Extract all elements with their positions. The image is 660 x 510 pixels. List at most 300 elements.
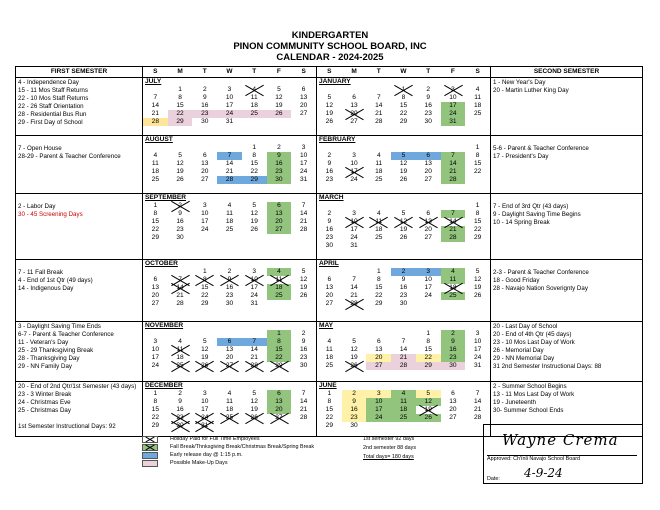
day-number: 4 [451, 268, 455, 275]
day-number: 21 [176, 292, 184, 299]
day-number: 17 [299, 160, 308, 167]
day-number: 28 [299, 414, 308, 421]
day-number: 8 [277, 338, 281, 345]
day-cell [416, 390, 441, 398]
day-number: 26 [250, 226, 258, 233]
day-number: 26 [250, 414, 258, 421]
day-cell [416, 152, 441, 160]
event-item [18, 261, 140, 269]
day-number: 7 [227, 152, 232, 159]
day-cell [291, 218, 316, 226]
day-cell [168, 168, 193, 176]
day-number: 20 [325, 292, 334, 299]
day-cell [168, 202, 193, 210]
day-number: 10 [350, 160, 358, 167]
day-cell [441, 160, 466, 168]
day-number: 6 [352, 94, 356, 101]
day-number: 4 [376, 152, 381, 159]
day-cell [391, 144, 416, 152]
day-cell [143, 354, 168, 362]
day-number: 7 [178, 276, 182, 283]
event-item: 28 - Navajo Nation Soverignty Day [493, 285, 588, 292]
day-cell [342, 202, 367, 210]
day-number: 5 [327, 94, 332, 101]
first-semester-events [16, 322, 143, 381]
second-semester-header: SECOND SEMESTER [533, 68, 600, 75]
day-number: 23 [424, 110, 432, 117]
day-cell [242, 276, 267, 284]
day-cell [168, 176, 193, 184]
day-cell [441, 102, 466, 110]
day-cell [465, 202, 490, 210]
day-number: 7 [301, 202, 306, 209]
day-number: 8 [153, 210, 158, 217]
day-number: 27 [375, 362, 383, 369]
day-cell [391, 202, 416, 210]
month-name: APRIL [319, 260, 339, 267]
day-cell [317, 176, 342, 184]
day-number: 27 [449, 414, 457, 421]
day-number: 1 [153, 202, 158, 209]
day-number: 30 [399, 300, 408, 307]
day-number: 3 [202, 202, 207, 209]
day-cell [267, 102, 292, 110]
day-cell [391, 218, 416, 226]
day-number: 19 [250, 406, 258, 413]
day-number: 25 [375, 176, 383, 183]
day-number: 26 [325, 118, 334, 125]
event-item: 11 - Veteran's Day [18, 339, 69, 346]
day-number: 24 [375, 414, 383, 421]
day-cell [465, 390, 490, 398]
day-cell [242, 160, 267, 168]
day-cell [217, 168, 242, 176]
day-cell [441, 234, 466, 242]
event-item: 29 - NN Family Day [18, 363, 72, 370]
day-cell [317, 242, 342, 250]
day-cell [366, 144, 391, 152]
day-cell [143, 226, 168, 234]
day-number: 21 [350, 292, 358, 299]
month-november [143, 322, 317, 381]
signature: Wayne Crema [502, 431, 619, 449]
day-cell [342, 422, 367, 430]
day-cell [291, 422, 316, 430]
day-cell [342, 152, 367, 160]
day-number: 20 [275, 218, 283, 225]
day-number: 19 [399, 226, 408, 233]
day-cell [317, 284, 342, 292]
day-cell [168, 86, 193, 94]
day-cell [416, 362, 441, 370]
day-number: 10 [201, 398, 209, 405]
day-number: 11 [250, 94, 258, 101]
day-cell [465, 362, 490, 370]
day-number: 28 [176, 300, 184, 307]
day-cell [267, 168, 292, 176]
day-number: 5 [202, 338, 207, 345]
first-semester-header: FIRST SEMESTER [16, 67, 143, 77]
day-cell [342, 390, 367, 398]
event-item [18, 195, 140, 203]
event-item: 23 - 10 Mos Last Day of Work [493, 339, 575, 346]
day-number: 14 [399, 346, 408, 353]
day-cell [242, 176, 267, 184]
day-cell [342, 300, 367, 308]
day-cell [192, 176, 217, 184]
day-number: 9 [327, 160, 332, 167]
day-number: 3 [451, 86, 455, 93]
day-cell [366, 234, 391, 242]
day-cell [143, 94, 168, 102]
day-cell [342, 398, 367, 406]
day-number: 13 [275, 398, 283, 405]
second-semester-events [491, 194, 642, 259]
day-number: 4 [227, 202, 232, 209]
day-number: 4 [153, 152, 158, 159]
day-cell [441, 118, 466, 126]
legend-swatch [142, 436, 158, 443]
day-number: 10 [201, 210, 209, 217]
day-cell [168, 94, 193, 102]
day-number: 2 [401, 268, 406, 275]
day-cell [391, 422, 416, 430]
day-number: 3 [426, 268, 431, 275]
day-number: 24 [473, 354, 482, 361]
day-number: 1 [376, 268, 381, 275]
day-number: 15 [275, 346, 283, 353]
day-cell [217, 210, 242, 218]
day-number: 29 [473, 234, 482, 241]
day-number: 13 [325, 284, 334, 291]
day-cell [267, 118, 292, 126]
day-cell [168, 102, 193, 110]
day-cell [317, 102, 342, 110]
day-cell [416, 338, 441, 346]
day-number: 23 [299, 354, 308, 361]
day-cell [317, 398, 342, 406]
day-number: 27 [299, 110, 308, 117]
day-cell [217, 330, 242, 338]
day-cell [366, 422, 391, 430]
day-cell [242, 144, 267, 152]
day-number: 10 [225, 94, 234, 101]
day-number: 5 [401, 152, 406, 159]
day-number: 13 [151, 284, 160, 291]
day-number: 27 [350, 118, 358, 125]
day-cell [416, 118, 441, 126]
day-number: 25 [375, 234, 383, 241]
day-number: 11 [375, 218, 383, 225]
day-number: 31 [449, 118, 457, 125]
day-cell [317, 86, 342, 94]
day-number: 30 [424, 118, 432, 125]
day-cell [366, 218, 391, 226]
approved-by: Approved: Ch'ínli Navajo School Board [487, 455, 637, 462]
day-number: 28 [151, 118, 160, 125]
day-number: 23 [176, 226, 184, 233]
day-number: 12 [350, 346, 358, 353]
day-cell [192, 362, 217, 370]
day-number: 20 [275, 406, 283, 413]
day-cell [391, 338, 416, 346]
day-number: 31 [350, 242, 358, 249]
day-cell [168, 398, 193, 406]
day-number: 11 [325, 346, 333, 353]
day-cell [465, 330, 490, 338]
day-cell [441, 390, 466, 398]
day-cell [143, 292, 168, 300]
month-may [317, 322, 491, 381]
event-item: 23 - 3 Winter Break [18, 391, 72, 398]
day-cell [366, 362, 391, 370]
day-number: 9 [301, 338, 306, 345]
day-cell [242, 118, 267, 126]
day-cell [267, 94, 292, 102]
day-cell [267, 330, 292, 338]
day-cell [217, 226, 242, 234]
day-number: 30 [201, 118, 209, 125]
day-cell [317, 422, 342, 430]
event-item: 6-7 - Parent & Teacher Conference [18, 331, 114, 338]
month-name: MAY [319, 322, 334, 329]
day-number: 1 [277, 330, 281, 337]
day-cell [143, 118, 168, 126]
day-cell [242, 398, 267, 406]
day-number: 2 [426, 86, 431, 93]
weekday-label: M [177, 68, 183, 75]
day-number: 16 [449, 346, 457, 353]
day-cell [192, 160, 217, 168]
day-cell [342, 406, 367, 414]
day-cell [168, 390, 193, 398]
day-number: 30 [299, 362, 308, 369]
day-number: 7 [352, 276, 356, 283]
month-name: NOVEMBER [145, 322, 184, 329]
day-cell [192, 168, 217, 176]
day-number: 10 [250, 276, 258, 283]
day-cell [143, 152, 168, 160]
first-semester-events [16, 260, 143, 321]
calendar-row [16, 194, 642, 260]
day-cell [441, 398, 466, 406]
day-cell [465, 276, 490, 284]
day-number: 1 [401, 86, 406, 93]
day-cell [342, 242, 367, 250]
day-number: 30 [176, 422, 184, 429]
day-cell [291, 226, 316, 234]
day-cell [366, 292, 391, 300]
event-item: 4 - End of 1st Qtr (49 days) [18, 277, 93, 284]
day-cell [317, 110, 342, 118]
day-cell [465, 268, 490, 276]
day-number: 4 [475, 86, 480, 93]
day-cell [267, 362, 292, 370]
event-item: 1 - New Year's Day [493, 79, 546, 86]
day-number: 3 [301, 144, 306, 151]
day-cell [267, 276, 292, 284]
day-number: 3 [227, 86, 232, 93]
day-cell [217, 144, 242, 152]
day-cell [342, 362, 367, 370]
event-item: 20 - End of 2nd Qtr/1st Semester (43 days) [18, 383, 137, 390]
day-cell [441, 414, 466, 422]
day-cell [342, 144, 367, 152]
day-number: 12 [250, 398, 258, 405]
day-number: 16 [399, 284, 408, 291]
day-number: 22 [325, 414, 334, 421]
calendar-grid [15, 66, 643, 437]
day-number: 2 [352, 390, 356, 397]
day-number: 7 [376, 94, 381, 101]
day-number: 7 [451, 210, 455, 217]
day-number: 19 [176, 168, 184, 175]
day-number: 20 [350, 110, 358, 117]
day-cell [465, 226, 490, 234]
day-number: 13 [201, 160, 209, 167]
day-number: 14 [449, 160, 457, 167]
day-number: 30 [449, 362, 457, 369]
day-cell [366, 268, 391, 276]
day-cell [366, 406, 391, 414]
day-cell [465, 346, 490, 354]
day-number: 2 [178, 202, 182, 209]
day-cell [465, 160, 490, 168]
day-number: 23 [350, 414, 358, 421]
day-number: 20 [151, 292, 160, 299]
day-cell [267, 110, 292, 118]
month-july [143, 78, 317, 135]
day-cell [465, 242, 490, 250]
day-cell [465, 292, 490, 300]
day-cell [291, 330, 316, 338]
day-cell [143, 86, 168, 94]
day-cell [242, 226, 267, 234]
day-number: 24 [225, 110, 234, 117]
day-cell [391, 346, 416, 354]
day-cell [391, 86, 416, 94]
day-number: 3 [202, 390, 207, 397]
day-cell [416, 276, 441, 284]
day-cell [391, 102, 416, 110]
day-number: 27 [151, 300, 160, 307]
day-number: 18 [225, 406, 234, 413]
event-item: 25 - 29 Thanksgiving Break [18, 347, 94, 354]
day-number: 2 [178, 390, 182, 397]
day-cell [217, 176, 242, 184]
day-number: 6 [277, 202, 281, 209]
calendar-row [16, 136, 642, 194]
day-cell [143, 406, 168, 414]
day-cell [416, 94, 441, 102]
day-number: 9 [451, 338, 455, 345]
day-number: 15 [151, 218, 160, 225]
day-cell [242, 86, 267, 94]
day-cell [465, 144, 490, 152]
day-cell [217, 218, 242, 226]
day-number: 6 [153, 276, 158, 283]
day-number: 30 [176, 234, 184, 241]
day-number: 17 [350, 226, 358, 233]
day-number: 15 [375, 284, 383, 291]
day-number: 11 [400, 398, 407, 405]
day-cell [291, 152, 316, 160]
day-number: 10 [299, 152, 308, 159]
day-number: 22 [151, 226, 160, 233]
day-cell [192, 234, 217, 242]
day-number: 13 [424, 218, 432, 225]
day-number: 9 [227, 276, 232, 283]
day-cell [168, 118, 193, 126]
day-cell [391, 152, 416, 160]
day-cell [143, 346, 168, 354]
day-cell [416, 144, 441, 152]
day-cell [465, 210, 490, 218]
day-cell [217, 102, 242, 110]
approval-box [483, 424, 643, 484]
day-number: 29 [399, 118, 408, 125]
day-cell [342, 330, 367, 338]
day-number: 16 [299, 346, 308, 353]
day-cell [168, 300, 193, 308]
day-cell [267, 86, 292, 94]
day-number: 8 [178, 94, 182, 101]
day-cell [143, 338, 168, 346]
day-cell [441, 300, 466, 308]
day-cell [366, 202, 391, 210]
day-number: 9 [178, 210, 182, 217]
day-number: 8 [475, 210, 480, 217]
day-cell [441, 362, 466, 370]
day-number: 4 [227, 390, 232, 397]
day-number: 18 [250, 102, 258, 109]
day-number: 26 [399, 176, 408, 183]
day-number: 29 [424, 362, 432, 369]
day-number: 29 [151, 422, 160, 429]
event-item: 14 - Indigenous Day [18, 285, 74, 292]
first-semester-events [16, 382, 143, 436]
day-cell [465, 102, 490, 110]
day-cell [317, 414, 342, 422]
day-number: 29 [250, 176, 258, 183]
day-number: 9 [277, 152, 281, 159]
day-cell [317, 202, 342, 210]
day-cell [391, 242, 416, 250]
day-number: 23 [399, 292, 408, 299]
first-semester-events [16, 136, 143, 193]
weekday-label: S [327, 68, 332, 75]
day-cell [267, 152, 292, 160]
day-cell [143, 210, 168, 218]
day-cell [242, 102, 267, 110]
weekday-label: S [153, 68, 158, 75]
day-cell [342, 234, 367, 242]
day-cell [291, 362, 316, 370]
day-cell [317, 94, 342, 102]
day-cell [217, 292, 242, 300]
day-cell [242, 362, 267, 370]
day-number: 15 [399, 102, 408, 109]
day-cell [391, 330, 416, 338]
day-number: 31 [299, 176, 308, 183]
day-cell [416, 406, 441, 414]
day-number: 18 [473, 102, 482, 109]
event-item: 24 - Christmas Eve [18, 399, 71, 406]
second-semester-events [491, 78, 642, 135]
day-cell [217, 398, 242, 406]
month-august [143, 136, 317, 193]
legend-label: Fall Break/Thnksgiving Break/Christmas Break/Spring Break [170, 444, 315, 450]
